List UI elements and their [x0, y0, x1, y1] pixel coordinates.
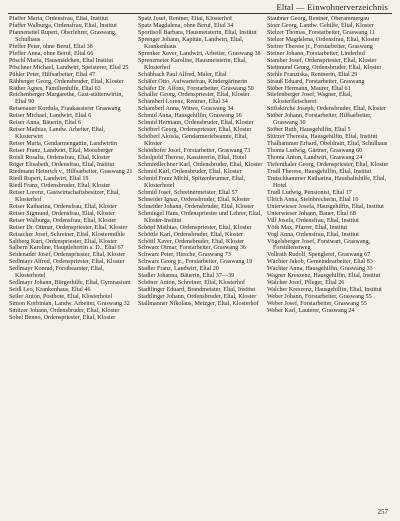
directory-entry: Stürzer Theresia, Hausgehilfin, Eltal, Institut — [267, 134, 378, 141]
directory-entry: Reiser Walburga, Ordensfrau, Eltal, Kloster — [9, 217, 117, 224]
directory-entry: Schönhofer Josef, Forstarbeiter, Graswang 73 — [138, 148, 251, 155]
directory-entry: Tiefenthaler Georg, Ordenspriester, Eltal, Kloster — [267, 162, 389, 169]
directory-entry: Schmiedlechner Karl, Ordensbruder, Eltal, Kloster — [138, 162, 263, 169]
directory-entry: Wächter Anna, Hausgehilfin, Graswang 33 — [267, 266, 373, 273]
directory-entry: Riedmann Heinrich v., Hilfsarbeiter, Graswang 21 — [9, 168, 133, 175]
directory-entry: Pöschl Maria, Hausmädchen, Eltal Institut — [9, 57, 114, 64]
directory-entry: Pöschner Michael, Landwirt, Speisterer, Eltal 25 — [9, 64, 129, 71]
directory-entry: Stadler Franz, Landwirt, Eltal 20 — [138, 266, 219, 273]
directory-entry: Schmid Josef, Schreinermeister, Eltal 57 — [138, 189, 238, 196]
directory-entry: Schwarz Georg jr., Forstarbeiter, Graswang 19 — [138, 259, 253, 266]
directory-entry: Sportisoll Barbara, Hausmeisterin, Eltal, Institut — [138, 29, 257, 36]
directory-entry: Schöpf Mathias, Ordenspriester, Eltal, Kloster — [138, 224, 252, 231]
directory-entry: Schaller Georg, Ordenspriester, Eltal, Kloster — [138, 92, 250, 99]
directory-entry: Seidl Leo, Krankenhaus, Eltal 46 — [9, 287, 91, 294]
directory-entry: Saltberg Kurt, Ordenspriester, Eltal, Kloster — [9, 238, 117, 245]
directory-entry: Schöner Anton, Schreiner, Eltal, Klosterhof — [138, 280, 246, 287]
directory-entry: Pühler Peter, Hilfsarbeiter, Eltal 47 — [9, 71, 96, 78]
directory-entry: Walcher Josef, Pfleger, Eltal 26 — [267, 280, 345, 287]
directory-entry: Scholpold Therese, Kassiererin, Eltal, Hotel — [138, 155, 247, 162]
directory-entry: Stamber Josef, Ordenspriester, Eltal, Kloster — [267, 57, 377, 64]
directory-entry: Staubner Georg, Rentner, Oberammergau — [267, 16, 370, 22]
directory-entry: Reiser Katharina, Ordensfrau, Eltal, Kloster — [9, 203, 117, 210]
directory-entry: Stadler Johanna, Bäuerin, Eltal 37—39 — [138, 273, 235, 280]
directory-entry: Reisenauer Kordula, Fraukassierer Graswang — [9, 106, 121, 113]
directory-entry: Stelzer Thomas, Forstarbeiter, Graswang 11 — [267, 29, 375, 36]
directory-entry: Schäfer Dr. Alfons, Forstarbeiter, Graswang 50 — [138, 85, 254, 92]
directory-entry: Weber Johann, Forstarbeiter, Graswang 55 — [267, 294, 372, 301]
directory-entry: Smitzer Johann, Ordensbruder, Eltal, Kloster — [9, 308, 120, 315]
directory-entry: Walcher Kreszenz, Hausgehilfin, Eltal, Institut — [267, 287, 382, 294]
directory-entry: Sedlmayr Johann, Bürgerhilfe, Eltal, Gymnasium — [9, 280, 131, 287]
directory-entry: Riedl Franz, Ordensbruder, Eltal, Kloster — [9, 182, 111, 189]
directory-entry: Riedl Rupert, Landwirt, Eltal 19 — [9, 175, 89, 182]
directory-entry: Weber Karl, Lauterer, Graswang 24 — [267, 308, 355, 315]
directory-entry: Sprenzmeier Karoline, Hausmeisterin, Eltal, Klosterhof — [138, 57, 247, 71]
directory-entry: Ulrich Anna, Steinbrecherin, Eltal 10 — [267, 196, 359, 203]
directory-entry: Schöttl Xaver, Ordensbruder, Eltal, Kloster — [138, 238, 245, 245]
directory-entry: Reiser Franz, Landwirt, Eltal, Moosberger — [9, 148, 114, 155]
directory-entry: Schwarz Otmar, Forstarbeiter, Graswang 36 — [138, 245, 246, 252]
directory-entry: Trudl Therese, Hausgehilfin, Eltal, Institut — [267, 168, 372, 175]
directory-entry: Schamberl Lorenz, Rentner, Eltal 34 — [138, 99, 228, 106]
directory-entry: Schamberl Anna, Witwe, Graswang 34 — [138, 106, 234, 113]
directory-entry: Schmid Anna, Hausgehilfin, Graswang 16 — [138, 113, 242, 120]
directory-entry: Stelzer Magdalena, Ordensfrau, Eltal, Kloster — [267, 36, 380, 43]
directory-entry: Schöberl Georg, Ordenspriester, Eltal, Kloster — [138, 127, 252, 134]
directory-entry: Thoma Anton, Landwirt, Graswang 24 — [267, 155, 363, 162]
directory-entry: Stehle Franziska, Rentnerin, Eltal 29 — [267, 71, 358, 78]
directory-entry: Stiefenberger Josef, Wagner, Eltal, Klosterfleischerei — [267, 92, 352, 106]
directory-entry: Trutschhammer Katharina, Haushaltshilfe, Eltal, Hotel — [267, 175, 387, 189]
directory-entry: Vöth Max, Pfarrer, Eltal, Institut — [267, 224, 348, 231]
directory-entry: Stöber Ruth, Hausgehilfin, Eltal 5 — [267, 127, 351, 134]
directory-entry: Vill Josefa, Ordensfrau, Eltal, Institut — [267, 217, 359, 224]
column-1 — [9, 16, 134, 504]
directory-entry: Pfeffer Anna, ohne Beruf, Eltal 66 — [9, 50, 94, 57]
directory-entry: Stallmanner Nikolaus, Metzger, Eltal, Klosterhof — [138, 301, 259, 308]
directory-entry: Schneider Ignaz, Ordensbruder, Eltal, Kloster — [138, 196, 251, 203]
directory-entry: Weber Josef, Forstarbeiter, Graswang 55 — [267, 301, 367, 308]
directory-entry: Schmid Karl, Ordensbruder, Eltal, Kloster — [138, 168, 242, 175]
directory-entry: Reichenberger Margarethe, Gast-stättenwirtin, Eltal 90 — [9, 92, 124, 106]
directory-entry: Reiser Dr. Ottmar, Ordenspriester, Eltal, Kloster — [9, 224, 128, 231]
column-3 — [267, 16, 392, 504]
directory-entry: Schäfer Otto, Aufwartefrau, Kindergärtnerin — [138, 78, 248, 85]
directory-entry: Reiser Mathias, Landw. Arbeiter, Eltal, Klosterwirt — [9, 127, 105, 141]
directory-entry: Unterwieser Josefa, Hausgehilfin, Eltal, Institut — [267, 203, 384, 210]
directory-entry: Strauß Eduard, Forstarbeiter, Graswang — [267, 78, 365, 85]
directory-entry: Schmiegel Hans, Ordenspriester und Lehrer, Eltal, Kloster-Institut — [138, 210, 262, 224]
directory-entry: Stöber Johann, Forstarbeiter, Hilfsarbeiter, Graswang 30 — [267, 113, 372, 127]
directory-entry: Sprenger Johann, Kapitän, Landwirt, Eltal, Krankenhaus — [138, 36, 244, 50]
directory-entry: Rähberger Georg, Ordensbruder, Eltal, Kloster — [9, 78, 124, 85]
directory-entry: Stiftskirche Joseph, Ordensbruder, Eltal, Kloster — [267, 106, 386, 113]
directory-entry: Thalhammer Erhard, Obeldrain, Eltal, Schulhaus — [267, 141, 388, 148]
directory-entry: Seidenader Josef, Ordenspriester, Eltal, Kloster — [9, 252, 126, 259]
directory-entry: Roisli Rosalia, Ordensfrau, Eltal, Kloster — [9, 155, 111, 162]
directory-entry: Reiser Maria, Gendarmengattin, Landwirtin — [9, 141, 117, 148]
directory-entry: Sedlmayr Alfred, Ordenspriester, Eltal, Kloster — [9, 259, 125, 266]
directory-entry: Reiser Anna, Bäuerin, Eltal 6 — [9, 120, 81, 127]
directory-entry: Sedlmayr Konrad, Forstbeamter, Eltal, Klosterhotel — [9, 266, 104, 280]
directory-entry: Spatz Magdalena, ohne Beruf, Eltal 34 — [138, 22, 234, 29]
page-number: 257 — [377, 508, 388, 516]
directory-entry: Pfaffer Walburga, Ordensfrau, Eltal, Institut — [9, 22, 117, 29]
directory-entry: Vögelsberger Josef, Forstwart, Graswang, Forstdienstweg — [267, 238, 371, 252]
directory-entry: Trudl Ludwig, Pensionist, Eltal 17 — [267, 189, 352, 196]
running-head: Eltal — Einwohnerverzeichnis — [276, 2, 388, 12]
directory-entry: Simon Korbinian, Landw. Arbeiter, Graswang 32 — [9, 301, 130, 308]
directory-entry: Stoer Georg, Landw. Gehilfe, Eltal, Kloster — [267, 22, 374, 29]
directory-entry: Reiser Lorenz, Gastwirtschaftsbesitzer, Eltal, Klosterhof — [9, 189, 120, 203]
directory-entry: Vogl Anna, Ordensfrau, Eltal, Institut — [267, 231, 359, 238]
directory-entry: Vollrath Rudolf, Spenglerei, Graswang 67 — [267, 252, 371, 259]
directory-entry: Schäbbach Paul Alfred, Maler, Eltal — [138, 71, 227, 78]
directory-columns — [9, 16, 393, 504]
directory-entry: Räther Agnes, Familienhilfe, Eltal 63 — [9, 85, 101, 92]
directory-entry: Wagner Kreszenz, Hausgehilfin, Eltal, Institut — [267, 273, 381, 280]
directory-entry: Schöttle Karl, Ordensbruder, Eltal, Kloster — [138, 231, 243, 238]
directory-entry: Röger Elisabeth, Ordensfrau, Eltal, Institut — [9, 162, 115, 169]
directory-entry: Wächter Jakob, Gemeindearbeiter, Eltal 83 — [267, 259, 373, 266]
directory-entry: Steiner Johann, Forstarbeiter, Linderhof — [267, 50, 366, 57]
directory-entry: Reiser Michael, Landwirt, Eltal 6 — [9, 113, 92, 120]
directory-entry: Sobel Benno, Ordenspriester, Eltal, Kloster — [9, 314, 116, 321]
directory-entry: Stöber Hermann, Maurer, Eltal 61 — [267, 85, 351, 92]
directory-entry: Schmid Hermann, Ordensbruder, Eltal, Kloster — [138, 120, 254, 127]
directory-entry: Pfeffer Peter, ohne Beruf, Eltal 38 — [9, 43, 93, 50]
directory-entry: Steirer Therese jr., Forstarbeiter, Graswang — [267, 43, 373, 50]
directory-entry: Reisacher Josef, Schreiner, Eltal, Klostermühle — [9, 231, 125, 238]
directory-entry: Pfannenstiel Rupert, Oberlehrer, Graswang, Schulhaus — [9, 29, 117, 43]
directory-entry: Stadtlinger Johann, Ordensbruder, Eltal, Kloster — [138, 294, 257, 301]
directory-entry: Stettmund Georg, Ordensbruder, Eltal, Kloster — [267, 64, 382, 71]
directory-entry: Spatz Josef, Rentner, Eltal, Klosterhof — [138, 16, 233, 22]
directory-entry: Pfaffer Maria, Ordensfrau, Eltal, Institut — [9, 16, 108, 22]
directory-entry: Reiser Sigmund, Ordensfrau, Eltal, Kloster — [9, 210, 115, 217]
directory-entry: Sprenker Xaver, Landwirt, Arbeiter, Graswang 38 — [138, 50, 261, 57]
header-rule — [8, 13, 392, 14]
directory-entry: Schmid Franz Michl, Spitzenbrunner, Eltal, Klosterhotel — [138, 175, 246, 189]
directory-entry: Salbern Karoline, Hauptlehrerin a. D., Eltal 67 — [9, 245, 124, 252]
directory-entry: Schöberl Aloisia, Gendarmeriebeamte, Eltal, Kloster — [138, 134, 248, 148]
column-2 — [138, 16, 263, 504]
directory-entry: Stadtlinger Eduard, Brandmeister, Eltal, Institut — [138, 287, 256, 294]
page-header — [0, 0, 400, 16]
directory-entry: Unterwieser Johann, Bauer, Eltal 68 — [267, 210, 356, 217]
directory-entry: Seiler Anton, Postbote, Eltal, Klosterhotel — [9, 294, 113, 301]
directory-entry: Thoma Ludwig, Gärtner, Graswang 60 — [267, 148, 363, 155]
directory-entry: Schwarz Peter, Hirsche, Graswang 73 — [138, 252, 231, 259]
directory-entry: Schneider Johann, Ordensbruder, Eltal, Kloster — [138, 203, 254, 210]
